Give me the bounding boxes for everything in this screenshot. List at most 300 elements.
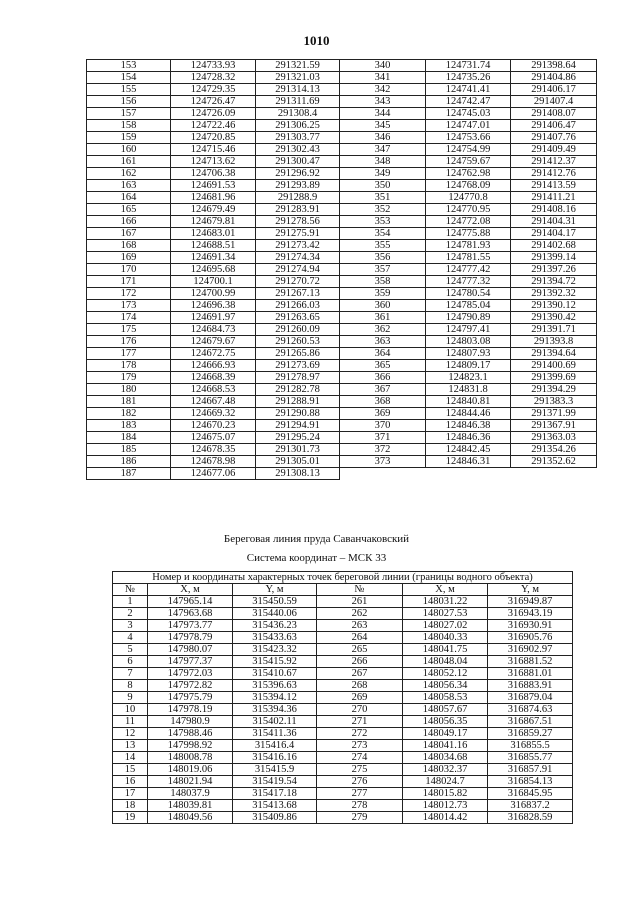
x-coordinate-cell: 124695.68 xyxy=(171,264,256,276)
x-coordinate-cell: 124741.41 xyxy=(426,84,511,96)
table-row xyxy=(87,324,597,336)
x-coordinate-cell: 148027.53 xyxy=(403,608,488,620)
table-row xyxy=(87,408,597,420)
point-number-cell: 372 xyxy=(340,444,426,456)
table-row xyxy=(87,120,597,132)
empty-cell xyxy=(511,468,597,480)
y-coordinate-cell: 291260.09 xyxy=(256,324,340,336)
point-number-cell: 175 xyxy=(87,324,171,336)
point-number-cell: 356 xyxy=(340,252,426,264)
point-number-cell: 271 xyxy=(317,716,403,728)
x-coordinate-cell: 148057.67 xyxy=(403,704,488,716)
x-coordinate-cell: 124781.93 xyxy=(426,240,511,252)
table-row xyxy=(87,108,597,120)
table-row xyxy=(87,360,597,372)
x-coordinate-cell: 148015.82 xyxy=(403,788,488,800)
y-coordinate-cell: 291303.77 xyxy=(256,132,340,144)
table-header-row xyxy=(113,584,573,596)
x-coordinate-cell: 124846.36 xyxy=(426,432,511,444)
y-coordinate-cell: 291270.72 xyxy=(256,276,340,288)
point-number-cell: 160 xyxy=(87,144,171,156)
point-number-cell: 178 xyxy=(87,360,171,372)
y-coordinate-cell: 291394.64 xyxy=(511,348,597,360)
y-coordinate-cell: 291367.91 xyxy=(511,420,597,432)
table-row xyxy=(113,764,573,776)
x-coordinate-cell: 148037.9 xyxy=(148,788,233,800)
x-coordinate-cell: 124777.42 xyxy=(426,264,511,276)
x-coordinate-cell: 148031.22 xyxy=(403,596,488,608)
y-coordinate-cell: 316943.19 xyxy=(488,608,573,620)
y-coordinate-cell: 291290.88 xyxy=(256,408,340,420)
point-number-cell: 18 xyxy=(113,800,148,812)
point-number-cell: 10 xyxy=(113,704,148,716)
x-coordinate-cell: 147980.07 xyxy=(148,644,233,656)
x-coordinate-cell: 124672.75 xyxy=(171,348,256,360)
shoreline-heading: Береговая линия пруда Саванчаковский xyxy=(223,533,410,545)
y-coordinate-cell: 316859.27 xyxy=(488,728,573,740)
point-number-cell: 3 xyxy=(113,620,148,632)
page-number: 1010 xyxy=(303,33,330,48)
x-coordinate-cell: 124713.62 xyxy=(171,156,256,168)
point-number-cell: 186 xyxy=(87,456,171,468)
y-coordinate-cell: 291293.89 xyxy=(256,180,340,192)
x-coordinate-cell: 124670.23 xyxy=(171,420,256,432)
point-number-cell: 5 xyxy=(113,644,148,656)
x-coordinate-cell: 148049.17 xyxy=(403,728,488,740)
point-number-cell: 278 xyxy=(317,800,403,812)
x-coordinate-cell: 124842.45 xyxy=(426,444,511,456)
point-number-cell: 359 xyxy=(340,288,426,300)
point-number-cell: 368 xyxy=(340,396,426,408)
table-row xyxy=(113,620,573,632)
y-coordinate-cell: 291408.07 xyxy=(511,108,597,120)
x-coordinate-cell: 124700.1 xyxy=(171,276,256,288)
y-coordinate-cell: 291302.43 xyxy=(256,144,340,156)
x-coordinate-cell: 148048.04 xyxy=(403,656,488,668)
x-coordinate-cell: 148041.75 xyxy=(403,644,488,656)
y-coordinate-cell: 316845.95 xyxy=(488,788,573,800)
x-coordinate-cell: 124840.81 xyxy=(426,396,511,408)
point-number-cell: 365 xyxy=(340,360,426,372)
y-coordinate-cell: 291308.13 xyxy=(256,468,340,480)
x-coordinate-cell: 147975.79 xyxy=(148,692,233,704)
x-coordinate-cell: 124759.67 xyxy=(426,156,511,168)
y-coordinate-cell: 291394.29 xyxy=(511,384,597,396)
point-number-cell: 362 xyxy=(340,324,426,336)
x-coordinate-cell: 124691.97 xyxy=(171,312,256,324)
y-coordinate-cell: 315415.9 xyxy=(233,764,317,776)
point-number-cell: 19 xyxy=(113,812,148,824)
point-number-cell: 161 xyxy=(87,156,171,168)
y-coordinate-cell: 315440.06 xyxy=(233,608,317,620)
point-number-cell: 369 xyxy=(340,408,426,420)
table-row xyxy=(113,776,573,788)
x-coordinate-cell: 148056.34 xyxy=(403,680,488,692)
table-row xyxy=(113,812,573,824)
point-number-cell: 269 xyxy=(317,692,403,704)
y-coordinate-cell: 291406.17 xyxy=(511,84,597,96)
table-row xyxy=(113,728,573,740)
table-row xyxy=(87,204,597,216)
point-number-cell: 11 xyxy=(113,716,148,728)
table-row xyxy=(87,252,597,264)
x-coordinate-cell: 148041.16 xyxy=(403,740,488,752)
x-coordinate-cell: 124733.93 xyxy=(171,60,256,72)
y-coordinate-cell: 291393.8 xyxy=(511,336,597,348)
point-number-cell: 348 xyxy=(340,156,426,168)
point-number-cell: 169 xyxy=(87,252,171,264)
point-number-cell: 343 xyxy=(340,96,426,108)
table-row xyxy=(87,444,597,456)
table-row xyxy=(87,96,597,108)
y-coordinate-cell: 291294.91 xyxy=(256,420,340,432)
table-row xyxy=(87,72,597,84)
y-coordinate-cell: 291266.03 xyxy=(256,300,340,312)
table-row xyxy=(87,216,597,228)
x-coordinate-cell: 124715.46 xyxy=(171,144,256,156)
point-number-cell: 355 xyxy=(340,240,426,252)
x-coordinate-cell: 124790.89 xyxy=(426,312,511,324)
y-coordinate-cell: 291390.12 xyxy=(511,300,597,312)
empty-cell xyxy=(426,468,511,480)
y-coordinate-cell: 316854.13 xyxy=(488,776,573,788)
y-coordinate-cell: 291311.69 xyxy=(256,96,340,108)
y-coordinate-cell: 291394.72 xyxy=(511,276,597,288)
point-number-cell: 357 xyxy=(340,264,426,276)
point-number-cell: 180 xyxy=(87,384,171,396)
x-coordinate-cell: 124691.34 xyxy=(171,252,256,264)
point-number-cell: 358 xyxy=(340,276,426,288)
x-coordinate-cell: 124667.48 xyxy=(171,396,256,408)
x-coordinate-cell: 124823.1 xyxy=(426,372,511,384)
point-number-cell: 363 xyxy=(340,336,426,348)
y-coordinate-cell: 291321.59 xyxy=(256,60,340,72)
shoreline-coordinates-table-body xyxy=(113,596,573,824)
x-coordinate-cell: 124768.09 xyxy=(426,180,511,192)
point-number-cell: 353 xyxy=(340,216,426,228)
x-coordinate-cell: 124678.35 xyxy=(171,444,256,456)
y-coordinate-cell: 316930.91 xyxy=(488,620,573,632)
point-number-cell: 275 xyxy=(317,764,403,776)
y-coordinate-cell: 315450.59 xyxy=(233,596,317,608)
x-coordinate-cell: 124846.31 xyxy=(426,456,511,468)
y-coordinate-cell: 291400.69 xyxy=(511,360,597,372)
x-coordinate-cell: 147972.82 xyxy=(148,680,233,692)
x-coordinate-cell: 124677.06 xyxy=(171,468,256,480)
y-coordinate-cell: 291275.91 xyxy=(256,228,340,240)
point-number-cell: 170 xyxy=(87,264,171,276)
x-coordinate-cell: 148049.56 xyxy=(148,812,233,824)
y-coordinate-cell: 291300.47 xyxy=(256,156,340,168)
y-coordinate-cell: 291273.42 xyxy=(256,240,340,252)
y-coordinate-cell: 291404.86 xyxy=(511,72,597,84)
x-coordinate-cell: 124785.04 xyxy=(426,300,511,312)
x-coordinate-cell: 124700.99 xyxy=(171,288,256,300)
y-coordinate-cell: 291265.86 xyxy=(256,348,340,360)
x-coordinate-cell: 147965.14 xyxy=(148,596,233,608)
point-number-cell: 267 xyxy=(317,668,403,680)
table-row xyxy=(87,396,597,408)
table-row xyxy=(87,264,597,276)
x-coordinate-cell: 147980.9 xyxy=(148,716,233,728)
y-coordinate-cell: 316855.5 xyxy=(488,740,573,752)
point-number-cell: 268 xyxy=(317,680,403,692)
point-number-cell: 373 xyxy=(340,456,426,468)
column-header: № xyxy=(113,584,148,596)
point-number-cell: 184 xyxy=(87,432,171,444)
point-number-cell: 15 xyxy=(113,764,148,776)
table-row xyxy=(87,192,597,204)
table-row xyxy=(87,60,597,72)
table-row xyxy=(87,156,597,168)
x-coordinate-cell: 124666.93 xyxy=(171,360,256,372)
point-number-cell: 265 xyxy=(317,644,403,656)
y-coordinate-cell: 291263.65 xyxy=(256,312,340,324)
point-number-cell: 158 xyxy=(87,120,171,132)
x-coordinate-cell: 124691.53 xyxy=(171,180,256,192)
table-row xyxy=(87,372,597,384)
point-number-cell: 274 xyxy=(317,752,403,764)
y-coordinate-cell: 291407.4 xyxy=(511,96,597,108)
x-coordinate-cell: 124722.46 xyxy=(171,120,256,132)
y-coordinate-cell: 291308.4 xyxy=(256,108,340,120)
x-coordinate-cell: 124844.46 xyxy=(426,408,511,420)
point-number-cell: 168 xyxy=(87,240,171,252)
point-number-cell: 181 xyxy=(87,396,171,408)
y-coordinate-cell: 291283.91 xyxy=(256,204,340,216)
point-number-cell: 9 xyxy=(113,692,148,704)
point-number-cell: 341 xyxy=(340,72,426,84)
point-number-cell: 179 xyxy=(87,372,171,384)
point-number-cell: 183 xyxy=(87,420,171,432)
x-coordinate-cell: 124681.96 xyxy=(171,192,256,204)
table-row xyxy=(113,692,573,704)
y-coordinate-cell: 291354.26 xyxy=(511,444,597,456)
point-number-cell: 2 xyxy=(113,608,148,620)
y-coordinate-cell: 316837.2 xyxy=(488,800,573,812)
point-number-cell: 185 xyxy=(87,444,171,456)
point-number-cell: 270 xyxy=(317,704,403,716)
table-row xyxy=(113,788,573,800)
point-number-cell: 277 xyxy=(317,788,403,800)
point-number-cell: 4 xyxy=(113,632,148,644)
x-coordinate-cell: 148012.73 xyxy=(403,800,488,812)
point-number-cell: 351 xyxy=(340,192,426,204)
shoreline-coordinates-table xyxy=(112,571,573,824)
table-row xyxy=(87,348,597,360)
table-row xyxy=(87,240,597,252)
x-coordinate-cell: 148008.78 xyxy=(148,752,233,764)
table-row xyxy=(113,668,573,680)
y-coordinate-cell: 316905.76 xyxy=(488,632,573,644)
x-coordinate-cell: 147972.03 xyxy=(148,668,233,680)
y-coordinate-cell: 316881.52 xyxy=(488,656,573,668)
table-row xyxy=(113,632,573,644)
point-number-cell: 364 xyxy=(340,348,426,360)
y-coordinate-cell: 291397.26 xyxy=(511,264,597,276)
x-coordinate-cell: 148052.12 xyxy=(403,668,488,680)
y-coordinate-cell: 315413.68 xyxy=(233,800,317,812)
x-coordinate-cell: 147988.46 xyxy=(148,728,233,740)
y-coordinate-cell: 291392.32 xyxy=(511,288,597,300)
x-coordinate-cell: 148027.02 xyxy=(403,620,488,632)
point-number-cell: 177 xyxy=(87,348,171,360)
table-row xyxy=(113,656,573,668)
table-row xyxy=(87,468,597,480)
y-coordinate-cell: 316867.51 xyxy=(488,716,573,728)
y-coordinate-cell: 291274.94 xyxy=(256,264,340,276)
y-coordinate-cell: 291398.64 xyxy=(511,60,597,72)
point-number-cell: 163 xyxy=(87,180,171,192)
point-number-cell: 157 xyxy=(87,108,171,120)
x-coordinate-cell: 124754.99 xyxy=(426,144,511,156)
y-coordinate-cell: 291295.24 xyxy=(256,432,340,444)
x-coordinate-cell: 148024.7 xyxy=(403,776,488,788)
x-coordinate-cell: 148014.42 xyxy=(403,812,488,824)
y-coordinate-cell: 291288.9 xyxy=(256,192,340,204)
point-number-cell: 261 xyxy=(317,596,403,608)
y-coordinate-cell: 315394.12 xyxy=(233,692,317,704)
point-number-cell: 262 xyxy=(317,608,403,620)
point-number-cell: 263 xyxy=(317,620,403,632)
x-coordinate-cell: 124735.26 xyxy=(426,72,511,84)
y-coordinate-cell: 291399.14 xyxy=(511,252,597,264)
x-coordinate-cell: 124777.32 xyxy=(426,276,511,288)
table-row xyxy=(113,752,573,764)
table-row xyxy=(87,420,597,432)
x-coordinate-cell: 148056.35 xyxy=(403,716,488,728)
point-number-cell: 349 xyxy=(340,168,426,180)
x-coordinate-cell: 124775.88 xyxy=(426,228,511,240)
point-number-cell: 173 xyxy=(87,300,171,312)
x-coordinate-cell: 124772.08 xyxy=(426,216,511,228)
y-coordinate-cell: 291391.71 xyxy=(511,324,597,336)
y-coordinate-cell: 291409.49 xyxy=(511,144,597,156)
x-coordinate-cell: 124745.03 xyxy=(426,108,511,120)
y-coordinate-cell: 291383.3 xyxy=(511,396,597,408)
point-number-cell: 154 xyxy=(87,72,171,84)
point-number-cell: 264 xyxy=(317,632,403,644)
y-coordinate-cell: 291402.68 xyxy=(511,240,597,252)
column-header: Y, м xyxy=(488,584,573,596)
x-coordinate-cell: 124675.07 xyxy=(171,432,256,444)
point-number-cell: 276 xyxy=(317,776,403,788)
x-coordinate-cell: 124684.73 xyxy=(171,324,256,336)
point-number-cell: 350 xyxy=(340,180,426,192)
point-number-cell: 156 xyxy=(87,96,171,108)
x-coordinate-cell: 147998.92 xyxy=(148,740,233,752)
x-coordinate-cell: 124729.35 xyxy=(171,84,256,96)
table-row xyxy=(113,680,573,692)
y-coordinate-cell: 291408.16 xyxy=(511,204,597,216)
x-coordinate-cell: 148039.81 xyxy=(148,800,233,812)
point-number-cell: 165 xyxy=(87,204,171,216)
table-row xyxy=(87,432,597,444)
x-coordinate-cell: 124668.39 xyxy=(171,372,256,384)
x-coordinate-cell: 124679.49 xyxy=(171,204,256,216)
y-coordinate-cell: 316874.63 xyxy=(488,704,573,716)
table-row xyxy=(87,228,597,240)
y-coordinate-cell: 291399.69 xyxy=(511,372,597,384)
point-number-cell: 164 xyxy=(87,192,171,204)
column-header: Y, м xyxy=(233,584,317,596)
y-coordinate-cell: 291282.78 xyxy=(256,384,340,396)
y-coordinate-cell: 315417.18 xyxy=(233,788,317,800)
point-number-cell: 13 xyxy=(113,740,148,752)
y-coordinate-cell: 315423.32 xyxy=(233,644,317,656)
y-coordinate-cell: 291267.13 xyxy=(256,288,340,300)
y-coordinate-cell: 291278.56 xyxy=(256,216,340,228)
column-header: X, м xyxy=(403,584,488,596)
point-number-cell: 174 xyxy=(87,312,171,324)
x-coordinate-cell: 124797.41 xyxy=(426,324,511,336)
y-coordinate-cell: 291273.69 xyxy=(256,360,340,372)
x-coordinate-cell: 124726.09 xyxy=(171,108,256,120)
table-row xyxy=(113,596,573,608)
y-coordinate-cell: 291306.25 xyxy=(256,120,340,132)
table-row xyxy=(87,180,597,192)
point-number-cell: 171 xyxy=(87,276,171,288)
point-number-cell: 345 xyxy=(340,120,426,132)
x-coordinate-cell: 124679.81 xyxy=(171,216,256,228)
point-number-cell: 266 xyxy=(317,656,403,668)
table-row xyxy=(87,336,597,348)
table-row xyxy=(113,644,573,656)
x-coordinate-cell: 124747.01 xyxy=(426,120,511,132)
y-coordinate-cell: 316857.91 xyxy=(488,764,573,776)
column-header: № xyxy=(317,584,403,596)
y-coordinate-cell: 291371.99 xyxy=(511,408,597,420)
y-coordinate-cell: 291288.91 xyxy=(256,396,340,408)
x-coordinate-cell: 124846.38 xyxy=(426,420,511,432)
y-coordinate-cell: 316828.59 xyxy=(488,812,573,824)
y-coordinate-cell: 315409.86 xyxy=(233,812,317,824)
point-number-cell: 340 xyxy=(340,60,426,72)
x-coordinate-cell: 124781.55 xyxy=(426,252,511,264)
y-coordinate-cell: 316949.87 xyxy=(488,596,573,608)
point-number-cell: 361 xyxy=(340,312,426,324)
point-number-cell: 367 xyxy=(340,384,426,396)
coordinate-system-heading: Система координат – МСК 33 xyxy=(246,552,387,564)
x-coordinate-cell: 124753.66 xyxy=(426,132,511,144)
table-row xyxy=(87,456,597,468)
y-coordinate-cell: 315394.36 xyxy=(233,704,317,716)
column-header: X, м xyxy=(148,584,233,596)
y-coordinate-cell: 291321.03 xyxy=(256,72,340,84)
point-number-cell: 14 xyxy=(113,752,148,764)
table-row xyxy=(87,300,597,312)
x-coordinate-cell: 147978.79 xyxy=(148,632,233,644)
point-number-cell: 17 xyxy=(113,788,148,800)
table-row xyxy=(87,312,597,324)
x-coordinate-cell: 124669.32 xyxy=(171,408,256,420)
x-coordinate-cell: 124688.51 xyxy=(171,240,256,252)
x-coordinate-cell: 148032.37 xyxy=(403,764,488,776)
y-coordinate-cell: 291296.92 xyxy=(256,168,340,180)
point-number-cell: 153 xyxy=(87,60,171,72)
point-number-cell: 12 xyxy=(113,728,148,740)
point-number-cell: 155 xyxy=(87,84,171,96)
y-coordinate-cell: 291301.73 xyxy=(256,444,340,456)
y-coordinate-cell: 291305.01 xyxy=(256,456,340,468)
x-coordinate-cell: 124683.01 xyxy=(171,228,256,240)
point-number-cell: 272 xyxy=(317,728,403,740)
x-coordinate-cell: 148058.53 xyxy=(403,692,488,704)
y-coordinate-cell: 315436.23 xyxy=(233,620,317,632)
x-coordinate-cell: 124831.8 xyxy=(426,384,511,396)
table-row xyxy=(87,276,597,288)
y-coordinate-cell: 315396.63 xyxy=(233,680,317,692)
